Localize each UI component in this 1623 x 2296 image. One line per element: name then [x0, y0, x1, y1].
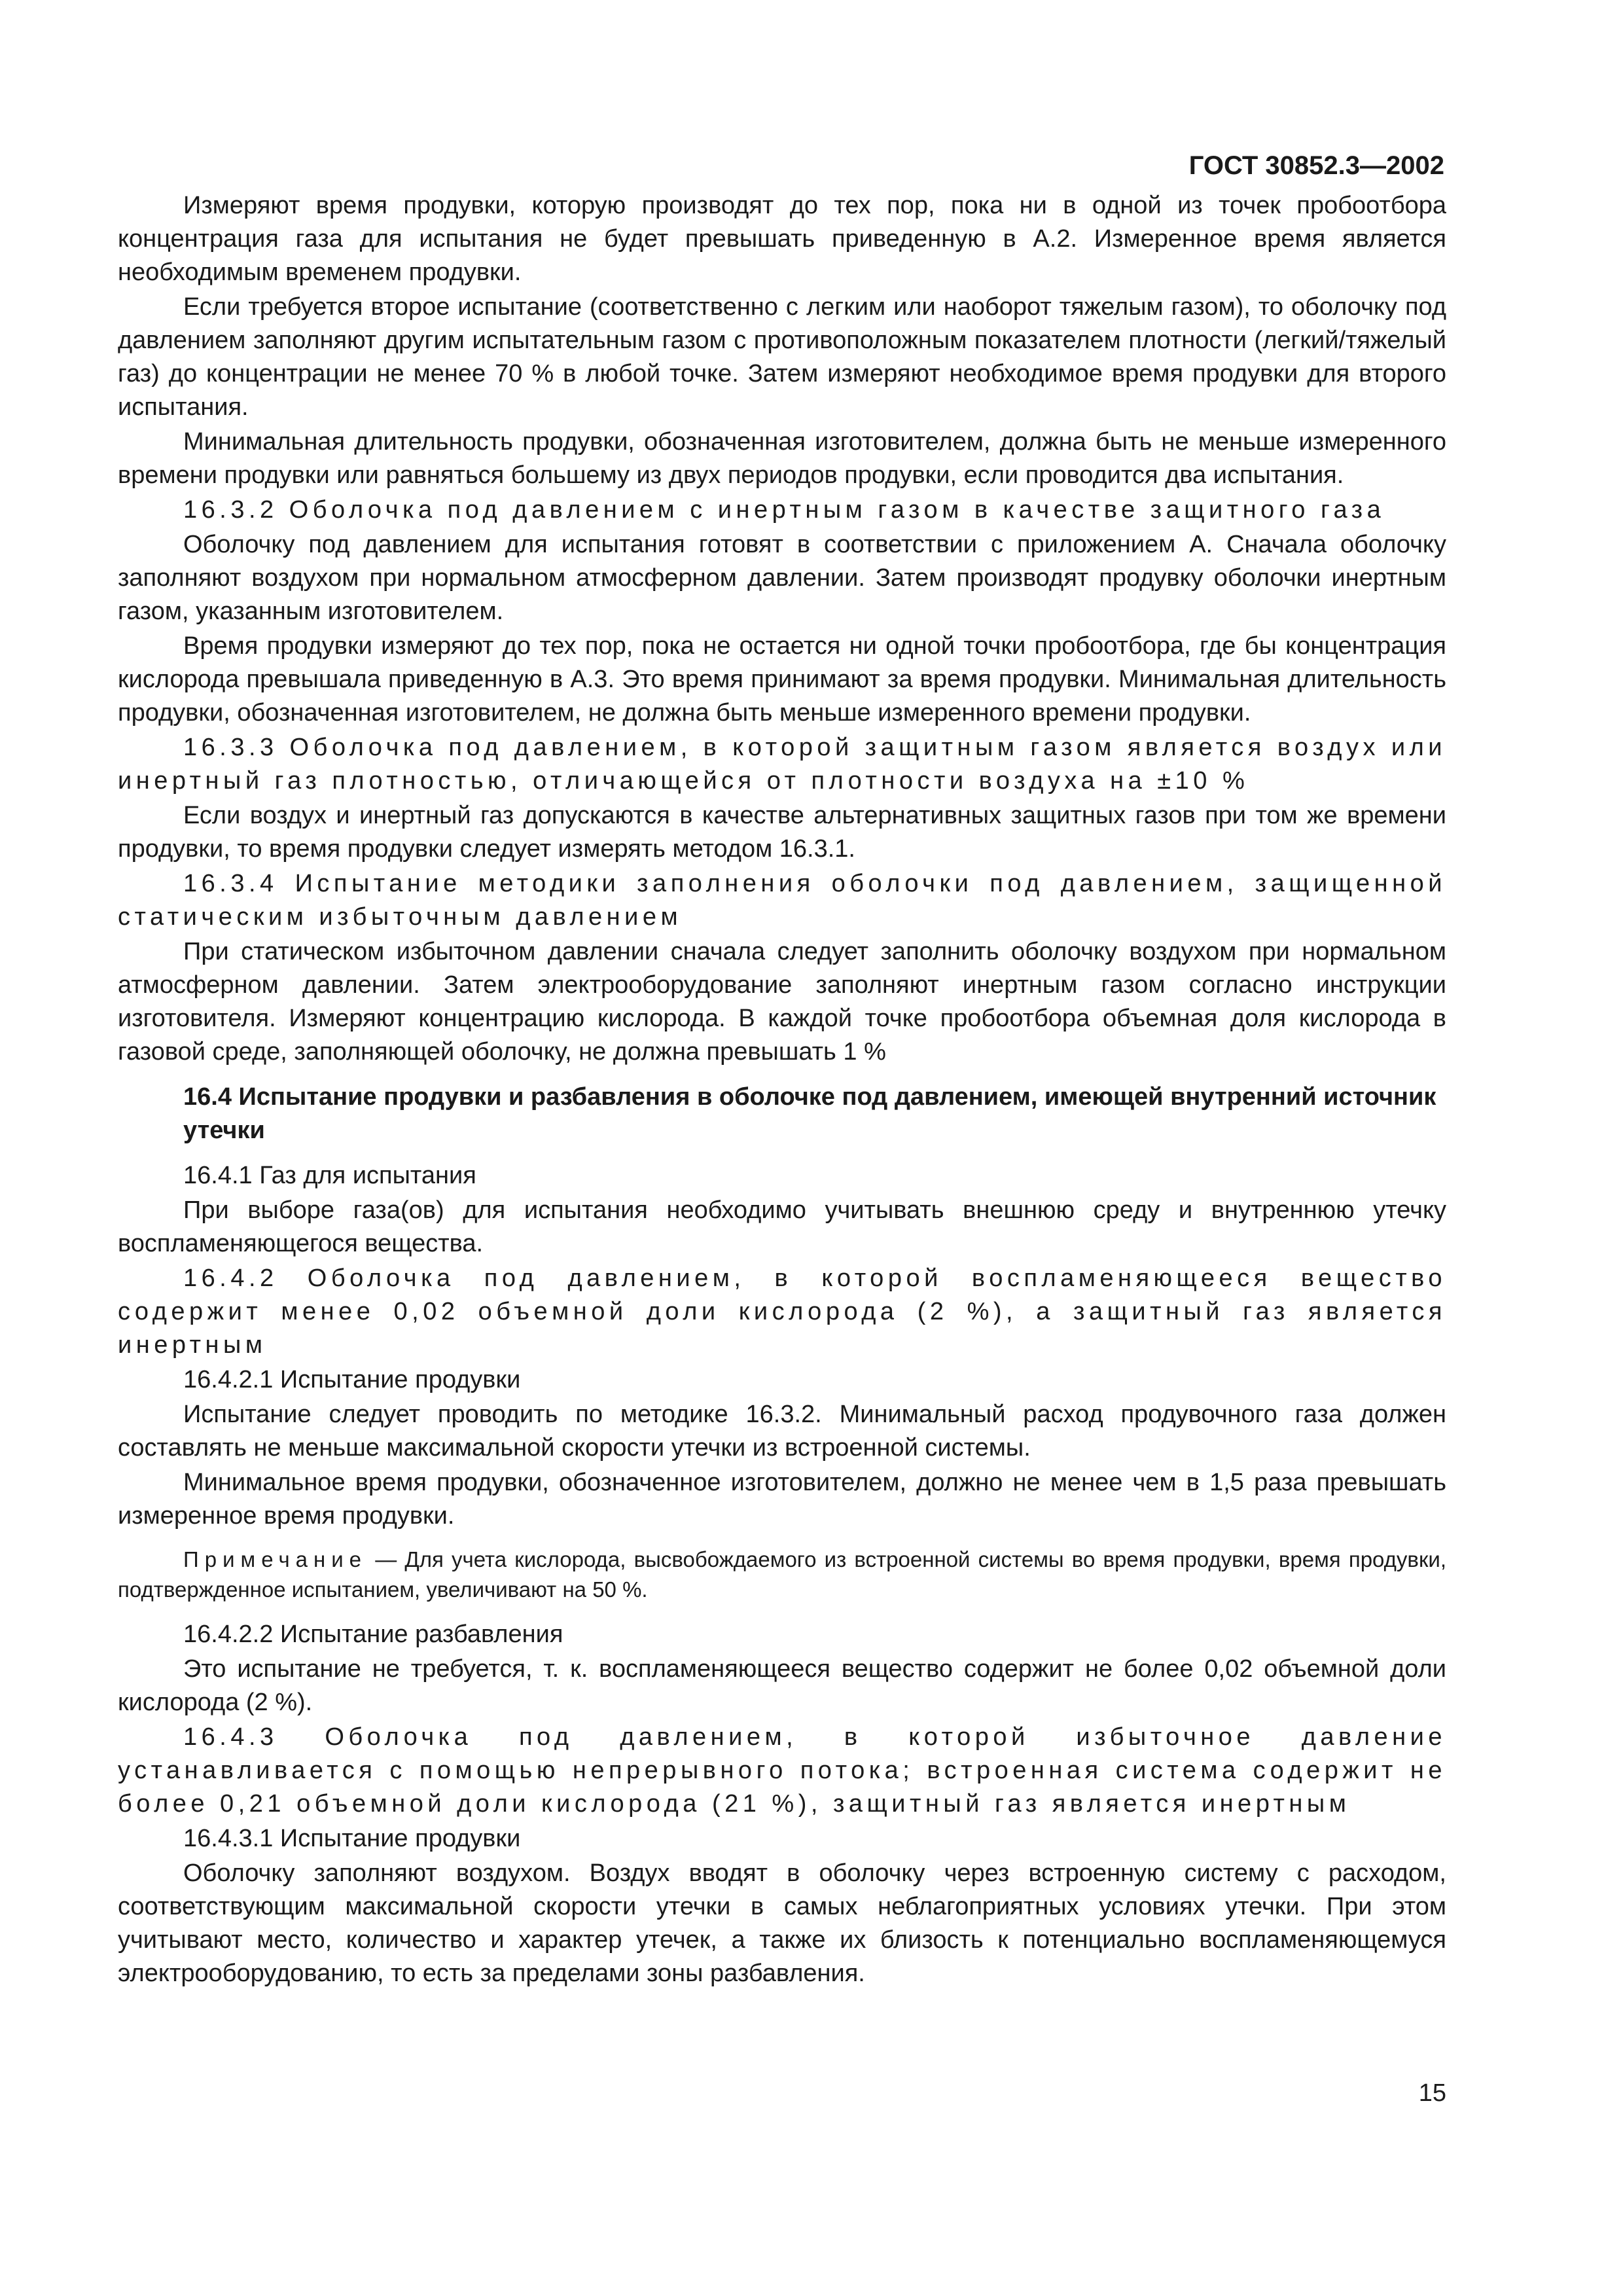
paragraph: Это испытание не требуется, т. к. воспламеняющееся вещество содержит не более 0,02 объемной доли кислорода (2 %). [118, 1655, 1446, 1716]
document-page [118, 149, 1446, 1992]
paragraph: При статическом избыточном давлении сначала следует заполнить оболочку воздухом при нормальном атмосферном давлении. Затем электрооборудование заполняют инертным газом согласно инструкции изготовителя. Измеряют концентрацию кислорода. В каждой точке пробоотбора объемная доля кислорода в газовой среде, заполняющей оболочку, не должна превышать 1 % [118, 938, 1446, 1066]
paragraph: Измеряют время продувки, которую производят до тех пор, пока ни в одной из точек пробоотбора концентрация газа для испытания не будет превышать приведенную в А.2. Измеренное время является необходимым временем продувки. [118, 192, 1446, 286]
subsection-heading-16-4-2-2: 16.4.2.2 Испытание разбавления [183, 1621, 563, 1648]
paragraph: Если воздух и инертный газ допускаются в качестве альтернативных защитных газов при том же времени продувки, то время продувки следует измерять методом 16.3.1. [118, 802, 1446, 863]
subsection-heading-16-4-2-1: 16.4.2.1 Испытание продувки [183, 1366, 521, 1393]
paragraph: Если требуется второе испытание (соответственно с легким или наоборот тяжелым газом), то оболочку под давлением заполняют другим испытательным газом с противоположным показателем плотности (легкий/тяжелый газ) до концентрации не менее 70 % в любой точке. Затем измеряют необходимое время продувки для второго испытания. [118, 293, 1446, 421]
subsection-heading-16-4-3-1: 16.4.3.1 Испытание продувки [183, 1825, 521, 1852]
subsection-heading-16-3-4: 16.3.4 Испытание методики заполнения оболочки под давлением, защищенной статическим избыточным давлением [118, 870, 1446, 931]
paragraph: При выборе газа(ов) для испытания необходимо учитывать внешнюю среду и внутреннюю утечку воспламеняющегося вещества. [118, 1196, 1446, 1257]
paragraph: Минимальное время продувки, обозначенное изготовителем, должно не менее чем в 1,5 раза превышать измеренное время продувки. [118, 1469, 1446, 1530]
note-label: Примечание [183, 1547, 368, 1571]
subsection-heading-16-3-3: 16.3.3 Оболочка под давлением, в которой защитным газом является воздух или инертный газ плотностью, отличающейся от плотности воздуха на ±10 % [118, 734, 1446, 795]
note-text: — Для учета кислорода, высвобождаемого из встроенной системы во время продувки, время продувки, подтвержденное испытанием, увеличивают на 50 %. [118, 1547, 1446, 1602]
paragraph: Испытание следует проводить по методике 16.3.2. Минимальный расход продувочного газа должен составлять не меньше максимальной скорости утечки из встроенной системы. [118, 1401, 1446, 1462]
paragraph: Минимальная длительность продувки, обозначенная изготовителем, должна быть не меньше измеренного времени продувки или равняться большему из двух периодов продувки, если проводится два испытания. [118, 428, 1446, 489]
subsection-heading-16-3-2: 16.3.2 Оболочка под давлением с инертным газом в качестве защитного газа [183, 496, 1385, 524]
note [118, 1545, 1446, 1605]
subsection-heading-16-4-2: 16.4.2 Оболочка под давлением, в которой воспламеняющееся вещество содержит менее 0,02 объемной доли кислорода (2 %), а защитный газ является инертным [118, 1265, 1446, 1359]
subsection-heading-16-4-3: 16.4.3 Оболочка под давлением, в которой избыточное давление устанавливается с помощью непрерывного потока; встроенная система содержит не более 0,21 объемной доли кислорода (21 %), защитный газ является инертным [118, 1723, 1446, 1818]
paragraph: Оболочку под давлением для испытания готовят в соответствии с приложением А. Сначала оболочку заполняют воздухом при нормальном атмосферном давлении. Затем производят продувку оболочки инертным газом, указанным изготовителем. [118, 531, 1446, 625]
section-heading-16-4: 16.4 Испытание продувки и разбавления в оболочке под давлением, имеющей внутренний источник утечки [183, 1083, 1436, 1144]
paragraph: Время продувки измеряют до тех пор, пока не остается ни одной точки пробоотбора, где бы концентрация кислорода превышала приведенную в А.3. Это время принимают за время продувки. Минимальная длительность продувки, обозначенная изготовителем, не должна быть меньше измеренного времени продувки. [118, 632, 1446, 726]
page-number: 15 [1418, 2079, 1446, 2107]
subsection-heading-16-4-1: 16.4.1 Газ для испытания [183, 1162, 476, 1189]
document-header: ГОСТ 30852.3—2002 [1188, 151, 1444, 180]
paragraph: Оболочку заполняют воздухом. Воздух вводят в оболочку через встроенную систему с расходом, соответствующим максимальной скорости утечки в самых неблагоприятных условиях утечки. При этом учитывают место, количество и характер утечек, а также их близость к потенциально воспламеняющемуся электрооборудованию, то есть за пределами зоны разбавления. [118, 1859, 1446, 1987]
